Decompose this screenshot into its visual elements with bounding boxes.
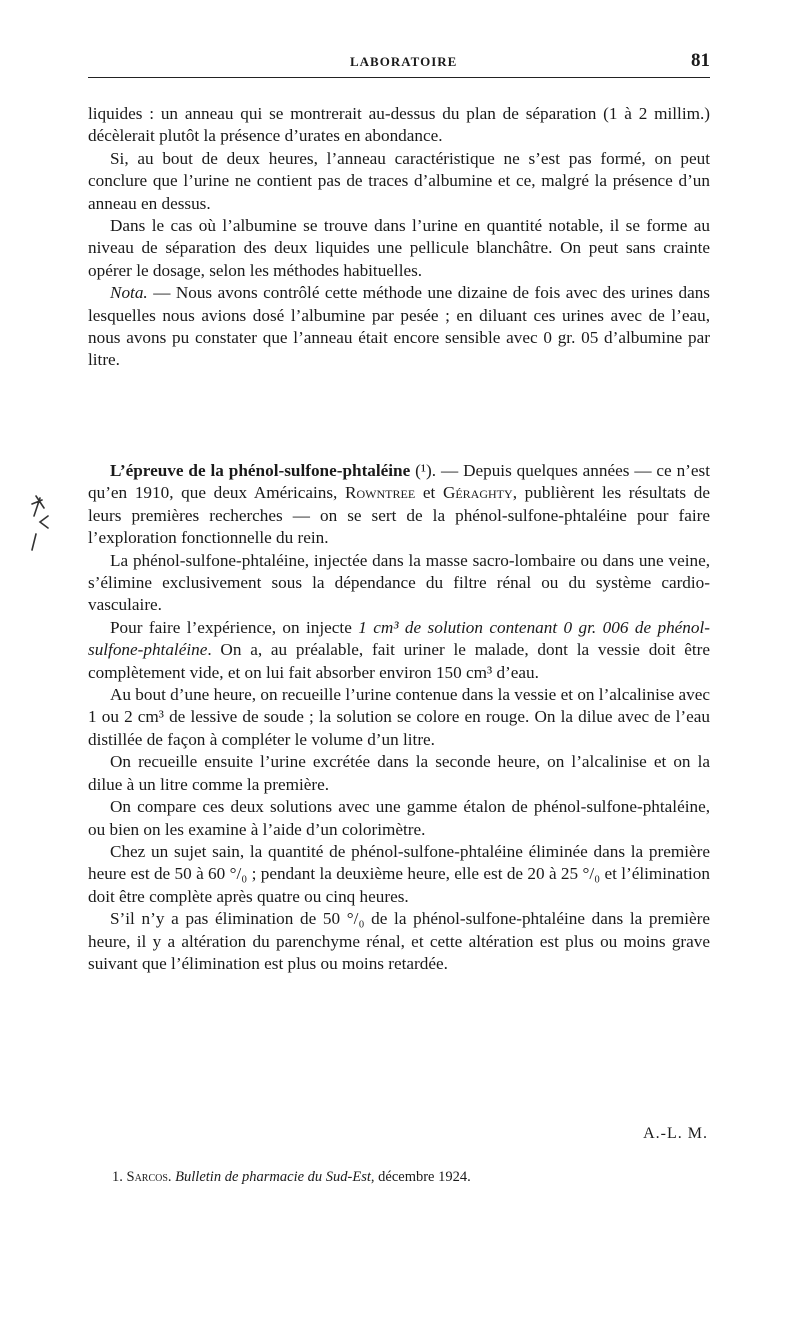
signature: A.-L. M. — [643, 1125, 708, 1142]
paragraph: On recueille ensuite l’urine excrétée dans la seconde heure, on l’alcalinise et on la dilue à un litre comme la première. — [88, 752, 710, 794]
paragraph: La phénol-sulfone-phtaléine, injectée dans la masse sacro-lombaire ou dans une veine, s’élimine exclusivement sous la dépendance du filtre rénal ou du système cardio-vasculaire. — [88, 550, 710, 615]
nota-paragraph — [88, 282, 710, 372]
body-text-main — [88, 460, 710, 975]
paragraph: On compare ces deux solutions avec une gamme étalon de phénol-sulfone-phtaléine, ou bien on les examine à l’aide d’un colorimètre. — [88, 797, 710, 839]
paragraph: Si, au bout de deux heures, l’anneau caractéristique ne s’est pas formé, on peut conclure que l’urine ne contient pas de traces d’albumine et ce, malgré la présence d’un anneau en dessus. — [88, 148, 710, 213]
paragraph: Dans le cas où l’albumine se trouve dans l’urine en quantité notable, il se forme au niveau de séparation des deux liquides une pellicule blanchâtre. On peut sans crainte opérer le dosage, selon les méthodes habituelles. — [88, 216, 710, 280]
section-paragraph: L’épreuve de la phénol-sulfone-phtaléine (¹). — Depuis quelques années — ce n’est qu’en 1910, que deux Américains, Rowntree et Géraghty, publièrent les résultats de leurs premières recherches — on se sert de la phénol-sulfone-phtaléine pour faire l’exploration fonctionnelle du rein. — [88, 461, 710, 548]
footnote-ref: (¹) — [415, 461, 432, 480]
running-title: LABORATOIRE — [350, 54, 458, 69]
footnote-journal: Bulletin de pharmacie du Sud-Est — [175, 1169, 371, 1185]
section-heading: L’épreuve de la phénol-sulfone-phtaléine — [110, 461, 411, 480]
handwritten-margin-mark — [30, 494, 70, 554]
header-rule — [88, 77, 710, 78]
nota-label: Nota. — [110, 283, 148, 303]
page-header — [88, 50, 710, 78]
experience-paragraph: Pour faire l’expérience, on injecte 1 cm³ de solution contenant 0 gr. 006 de phénol-sulfone-phtaléine. On a, au préalable, fait uriner le malade, dont la vessie doit être complètement vide, et on lui fait absorber environ 150 cm³ d’eau. — [88, 617, 710, 682]
page-number: 81 — [691, 50, 710, 71]
body-text-top — [88, 103, 710, 372]
paragraph: Au bout d’une heure, on recueille l’urine contenue dans la vessie et on l’alcalinise avec 1 ou 2 cm³ de lessive de soude ; la solution se colore en rouge. On la dilue avec de l’eau distillée de façon à compléter le volume d’un litre. — [88, 685, 710, 749]
footnote-author: Sarcos — [126, 1169, 168, 1185]
dose-text: 1 cm³ de solution contenant 0 gr. 006 de phénol-sulfone-phtaléine — [88, 617, 710, 660]
author-name: Rowntree — [345, 483, 416, 503]
author-name: Géraghty — [442, 483, 513, 503]
paragraph: liquides : un anneau qui se montrerait au-dessus du plan de séparation (1 à 2 millim.) décèlerait plutôt la présence d’urates en abondance. — [88, 104, 710, 146]
nota-text: — Nous avons contrôlé cette méthode une dizaine de fois avec des urines dans lesquelles nous avions dosé l’albumine par pesée ; en diluant ces urines avec de l’eau, nous avons pu constater que l’anneau était encore sensible avec 0 gr. 05 d’albumine par litre. — [88, 283, 710, 370]
paragraph: Chez un sujet sain, la quantité de phénol-sulfone-phtaléine éliminée dans la première heure est de 50 à 60 °/₀ ; pendant la deuxième heure, elle est de 20 à 25 °/₀ et l’élimination doit être complète après quatre ou cinq heures. — [88, 841, 710, 906]
paragraph: S’il n’y a pas élimination de 50 °/₀ de la phénol-sulfone-phtaléine dans la première heure, il y a altération du parenchyme rénal, et cette altération est plus ou moins grave suivant que l’élimination est plus ou moins retardée. — [88, 909, 710, 973]
footnote: 1. Sarcos. Bulletin de pharmacie du Sud-Est, décembre 1924. — [112, 1169, 471, 1185]
